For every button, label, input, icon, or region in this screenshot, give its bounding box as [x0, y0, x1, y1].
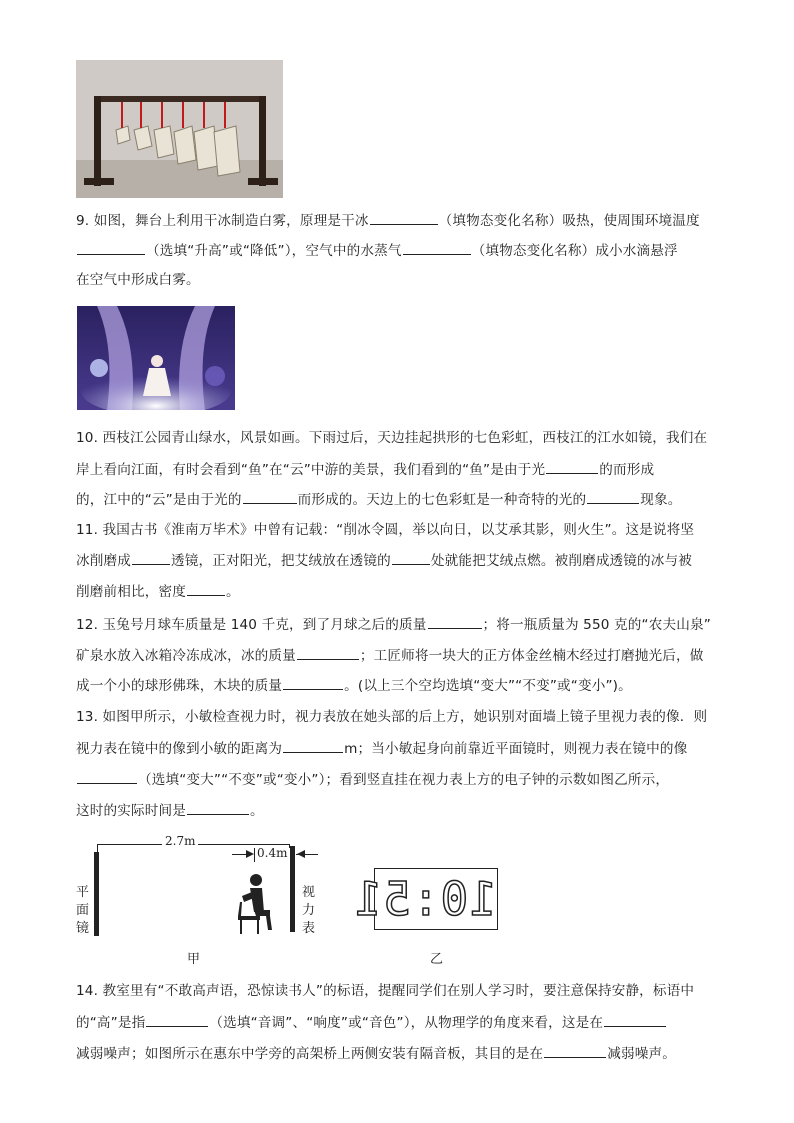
figure-a-caption: 甲	[187, 952, 201, 967]
chart-label-char: 视	[302, 885, 316, 900]
q13-text: 视力表在镜中的像到小敏的距离为	[76, 741, 283, 757]
q11-line-2	[76, 550, 692, 571]
answer-blank[interactable]	[187, 800, 249, 815]
q9-line-1	[76, 210, 700, 231]
answer-blank[interactable]	[403, 240, 471, 255]
answer-blank[interactable]	[283, 738, 343, 753]
q14-text: 减弱噪声。	[607, 1046, 677, 1062]
answer-blank[interactable]	[77, 769, 137, 784]
mirror-label	[76, 884, 90, 938]
q11-line-3	[76, 581, 240, 602]
mirror-label-char: 平	[76, 885, 90, 900]
q9-text: 在空气中形成白雾。	[76, 272, 200, 288]
clock-digits: 10:51	[353, 872, 497, 926]
chart-label-char: 力	[302, 903, 316, 918]
answer-blank[interactable]	[392, 550, 430, 565]
mirror-label-char: 面	[76, 903, 90, 918]
q10-text: 10. 西枝江公园青山绿水，风景如画。下雨过后，天边挂起拱形的七色彩虹，西枝江的江水如镜，我们在	[76, 430, 708, 446]
q14-text: （选填“音调”、“响度”或“音色”），从物理学的角度来看，这是在	[209, 1015, 604, 1031]
q10-line-2	[76, 459, 654, 480]
answer-blank[interactable]	[604, 1012, 666, 1027]
q11-text: 冰削磨成	[76, 553, 131, 569]
chart-label-char: 表	[302, 921, 316, 936]
q13-text: 这时的实际时间是	[76, 803, 186, 819]
answer-blank[interactable]	[297, 645, 359, 660]
answer-blank[interactable]	[546, 459, 598, 474]
digital-clock	[353, 868, 498, 930]
q10-text: 的而形成	[599, 462, 655, 478]
q14-text: 减弱噪声；如图所示在惠东中学旁的高架桥上两侧安装有隔音板，其目的是在	[76, 1046, 544, 1062]
q11-line-1	[76, 520, 694, 540]
q11-text: 削磨前相比，密度	[76, 584, 186, 600]
q14-line-2	[76, 1012, 667, 1033]
q9-text: 9. 如图，舞台上利用干冰制造白雾，原理是干冰	[76, 213, 369, 229]
answer-blank[interactable]	[146, 1012, 208, 1027]
answer-blank[interactable]	[370, 210, 438, 225]
person-seated-icon	[230, 872, 280, 942]
chart-bar	[290, 846, 295, 932]
q9-line-2	[76, 240, 678, 261]
q12-text: ；工匠师将一块大的正方体金丝楠木经过打磨抛光后，做	[359, 648, 704, 664]
q12-line-3	[76, 675, 632, 696]
dimension-tick	[289, 844, 290, 848]
arrow-left-icon	[296, 849, 306, 861]
dimension-tick	[97, 844, 98, 852]
q9-text: （填物态变化名称）吸热，使周围环境温度	[438, 213, 700, 229]
q12-text: 成一个小的球形佛珠，木块的质量	[76, 678, 283, 694]
q10-text: 岸上看向江面，有时会看到“鱼”在“云”中游的美景，我们看到的“鱼”是由于光	[76, 462, 546, 478]
q14-text: 14. 教室里有“不敢高声语，恐惊读书人”的标语，提醒同学们在别人学习时，要注意保持安静，标语中	[76, 983, 695, 999]
q10-text: 而形成的。天边上的七色彩虹是一种奇特的光的	[297, 492, 587, 508]
answer-blank[interactable]	[428, 614, 482, 629]
q9-text: （选填“升高”或“降低”），空气中的水蒸气	[146, 243, 402, 259]
q12-line-1	[76, 614, 711, 635]
q12-text: 。(以上三个空均选填“变大”“不变”或“变小”)。	[344, 678, 632, 694]
q14-text: 的“高”是指	[76, 1015, 146, 1031]
q13-text: m；当小敏起身向前靠近平面镜时，则视力表在镜中的像	[344, 741, 688, 757]
q9-text: （填物态变化名称）成小水滴悬浮	[471, 243, 678, 259]
mirror-label-char: 镜	[76, 921, 90, 936]
q11-text: 11. 我国古书《淮南万毕术》中曾有记载：“削冰令圆，举以向日，以艾承其影，则火生”。这是说将坚	[76, 522, 695, 538]
q11-text: 透镜，正对阳光，把艾绒放在透镜的	[170, 553, 391, 569]
q13-line-2	[76, 738, 687, 759]
q10-line-1	[76, 428, 707, 448]
q13-text: 。	[249, 803, 264, 819]
q10-line-3	[76, 489, 681, 510]
q13-line-3	[76, 769, 669, 790]
q10-text: 现象。	[640, 492, 682, 508]
q12-text: 矿泉水放入冰箱冷冻成冰，冰的质量	[76, 648, 296, 664]
figure-b-caption: 乙	[430, 952, 444, 967]
answer-blank[interactable]	[283, 675, 343, 690]
q10-text: 的，江中的“云”是由于光的	[76, 492, 242, 508]
stage-fog-photo	[77, 306, 235, 410]
answer-blank[interactable]	[544, 1043, 606, 1058]
q9-line-3	[76, 270, 200, 290]
dimension-label-total: 2.7m	[162, 834, 198, 848]
dimension-tick	[254, 848, 255, 862]
q12-text: ；将一瓶质量为 550 克的“农夫山泉”	[482, 617, 711, 633]
answer-blank[interactable]	[187, 581, 225, 596]
q11-text: 处就能把艾绒点燃。被削磨成透镜的冰与被	[430, 553, 693, 569]
q13-line-4	[76, 800, 264, 821]
q13-line-1	[76, 707, 707, 727]
answer-blank[interactable]	[243, 489, 297, 504]
q14-line-1	[76, 981, 694, 1001]
q12-line-2	[76, 645, 704, 666]
answer-blank[interactable]	[132, 550, 170, 565]
mirror-bar	[94, 852, 99, 936]
chime-bells-photo	[76, 60, 283, 198]
q12-text: 12. 玉兔号月球车质量是 140 千克，到了月球之后的质量	[76, 617, 427, 633]
q13-text: （选填“变大”“不变”或“变小”）；看到竖直挂在视力表上方的电子钟的示数如图乙所示，	[138, 772, 670, 788]
q11-text: 。	[225, 584, 240, 600]
figure-a	[70, 834, 330, 964]
q13-text: 13. 如图甲所示，小敏检查视力时，视力表放在她头部的后上方，她识别对面墙上镜子里视力表的像．则	[76, 709, 708, 725]
q14-line-3	[76, 1043, 676, 1064]
answer-blank[interactable]	[587, 489, 639, 504]
dimension-label-small: 0.4m	[257, 846, 288, 860]
answer-blank[interactable]	[77, 240, 145, 255]
chart-label	[302, 884, 316, 938]
